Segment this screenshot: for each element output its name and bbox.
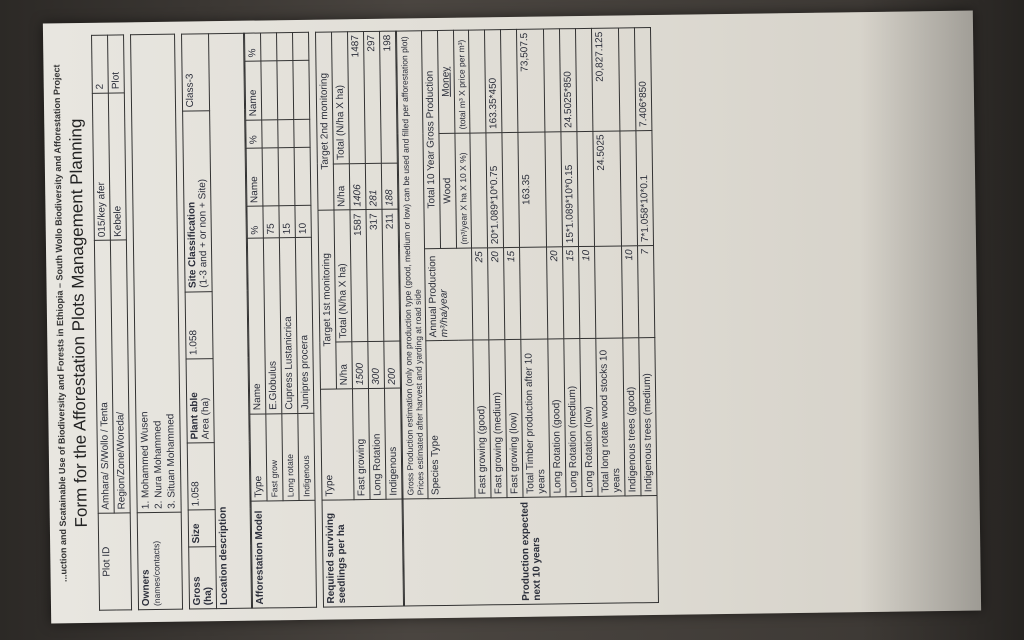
production-type: Long Rotation (medium) [564, 339, 582, 497]
model-name: Junipres procera [295, 237, 313, 413]
model-head-pct2: % [246, 120, 262, 148]
production-annual: 25 [472, 248, 489, 341]
plot-id-label: Plot ID [98, 513, 131, 610]
production-money [575, 28, 592, 131]
production-money [543, 29, 560, 132]
size-table [181, 33, 252, 610]
production-head-wood: Wood [439, 133, 457, 248]
gross-label: Gross [191, 576, 203, 606]
seedlings-head-t1: Target 1st monitoring [318, 210, 336, 389]
owners-label-cell [137, 512, 182, 610]
owners-list [131, 34, 182, 513]
production-money: 24.5025*850 [559, 29, 576, 132]
seedling-tot2: 1487 [348, 32, 366, 164]
site-sub: (1-3 and + or non + Site) [197, 178, 210, 288]
production-money: 20,827.125 [591, 28, 619, 131]
production-head-annual-cell [425, 248, 473, 341]
seedling-tot2: 297 [363, 31, 381, 163]
seedlings-head-nha2: N/ha [333, 163, 350, 210]
production-money: 163.35*450 [484, 30, 501, 133]
seedlings-label: Required surviving seedlings per ha [322, 499, 403, 607]
production-type: Indigenous trees (medium) [639, 338, 657, 496]
production-annual: 15 [563, 247, 580, 340]
seedling-type: Fast growing [352, 388, 370, 499]
seedling-n1: 200 [384, 341, 401, 388]
production-annual: 15 [504, 247, 521, 340]
seedling-type: Long Rotation [368, 388, 386, 499]
seedling-type: Indigenous [384, 388, 402, 499]
production-note: Gross Production estimation (only one production type (good, medium or low) can be used and filled per afforestation plot) Prices estimated after harvest and yarding at road side [396, 31, 428, 499]
model-name: Cupress Lustanicrica [279, 238, 297, 414]
production-type: Long Rotation (low) [580, 339, 598, 497]
production-wood: 163.35 [518, 132, 547, 248]
gross-value: 1.058 [187, 443, 215, 510]
production-label: Production expected next 10 years [403, 495, 658, 606]
site-label: Site Classification [186, 201, 199, 289]
owners-label: Owners [140, 569, 153, 607]
production-annual: 7 [638, 245, 655, 338]
production-money: 73,507.5 [516, 29, 544, 132]
model-label: Afforestation Model [251, 500, 316, 608]
production-head-annual-unit: m³/ha/year [438, 289, 451, 338]
production-type: Total Timber production after 10 years [521, 339, 550, 497]
owner-item: 3. Situan Mohammed [165, 413, 178, 509]
production-wood [502, 132, 520, 247]
production-annual: 20 [547, 247, 564, 340]
production-wood: 20*1.089*10*0.75 [486, 132, 504, 247]
production-type: Total long rotate wood stocks 10 years [596, 338, 625, 496]
project-header: ...uction and Scatainable Use of Biodiversity and Forests in Ethiopia – South Wollo Biodiversity and Afforestation Project [51, 64, 69, 583]
production-money [468, 30, 485, 133]
gross-label-cell [189, 547, 217, 609]
production-type: Fast growing (low) [505, 340, 523, 498]
gross-unit: (ha) [202, 586, 214, 606]
plot-label: Plot [108, 35, 125, 93]
production-wood: 24.5025 [593, 131, 622, 247]
seedlings-head-nha: N/ha [336, 342, 353, 389]
production-wood [545, 132, 563, 247]
model-head-type: Type [250, 414, 267, 502]
kebele-label: Kebele [108, 93, 126, 241]
seedlings-head-total2: Total (N/ha X ha) [332, 32, 350, 164]
production-head-species: Species Type [426, 340, 475, 498]
site-value: Class-3 [182, 34, 210, 111]
production-head-gross10: Total 10 Year Gross Production [421, 31, 440, 249]
production-type: Long Rotation (good) [548, 339, 566, 497]
production-type: Fast growing (good) [473, 340, 491, 498]
production-head-money: Money [437, 30, 454, 133]
location-label: Location description [209, 33, 252, 608]
production-annual: 10 [579, 246, 596, 339]
model-head-name: Name [247, 238, 265, 414]
production-wood [620, 130, 638, 245]
production-wood [470, 133, 488, 248]
owners-sublabel: (names/contacts) [151, 540, 162, 607]
form-title: Form for the Afforestation Plots Management Planning [66, 118, 91, 528]
production-annual: 20 [488, 248, 505, 341]
model-name: E.Globulus [263, 238, 281, 414]
model-head-name3: Name [245, 61, 262, 120]
seedling-tot1: 317 [366, 210, 384, 342]
seedlings-head-type: Type [320, 389, 354, 501]
plant-label-cell [186, 358, 214, 443]
owner-item: 1. Mohammed Wusen [139, 411, 152, 510]
production-money [500, 29, 517, 132]
seedling-tot2: 198 [379, 31, 397, 163]
plot-number: 2 [92, 35, 109, 93]
model-type: Fast grow [266, 413, 283, 501]
production-head-wood-unit: (m³/year X ha X 10 X %) [455, 133, 472, 248]
production-head-annual: Annual Production [427, 255, 440, 338]
production-annual [595, 246, 623, 339]
production-wood: 7*1.058*10*0.1 [636, 130, 654, 245]
plant-area-label: Area (ha) [200, 397, 212, 440]
seedling-n2: 1406 [349, 163, 366, 210]
model-pct: 10 [295, 206, 311, 238]
size-label: Size [188, 510, 216, 547]
plant-value: 1.058 [185, 291, 213, 358]
region-label: Region/Zone/Woreda/ [110, 240, 130, 513]
production-money: 7.406*850 [634, 28, 651, 131]
production-head-money-unit: (total m³ X price per m³) [453, 30, 469, 133]
seedling-n1: 300 [368, 341, 385, 388]
model-type: Indigenous [298, 413, 315, 501]
region-value: Amhara/ S/Wollo / Tenta [94, 241, 114, 514]
seedling-tot1: 211 [382, 210, 400, 342]
owner-item: 2. Nura Mohammed [152, 420, 165, 510]
production-table [396, 27, 659, 607]
model-pct: 75 [263, 206, 279, 238]
production-money [618, 28, 635, 131]
production-type: Indigenous trees (good) [623, 338, 641, 496]
model-head-pct3: % [245, 33, 261, 61]
kebele-value: 015/key afer [92, 93, 110, 241]
seedling-n2: 281 [365, 163, 382, 210]
production-wood [577, 131, 595, 246]
production-type: Fast growing (medium) [489, 340, 507, 498]
production-annual: 10 [622, 246, 639, 339]
afforestation-model-table [244, 32, 317, 609]
seedling-n2: 188 [381, 163, 398, 210]
seedlings-table [315, 31, 404, 608]
form-paper [43, 11, 981, 624]
seedling-tot1: 1587 [350, 210, 368, 342]
seedlings-head-total: Total (N/ha X ha) [334, 210, 352, 342]
model-head-name2: Name [246, 148, 263, 207]
owners-table [130, 34, 183, 611]
site-label-cell [183, 111, 213, 292]
production-wood: 15*1.089*10*0.15 [561, 131, 579, 246]
model-head-pct: % [247, 206, 263, 238]
model-type: Long rotate [282, 413, 299, 501]
seedling-n1: 1500 [352, 342, 369, 389]
production-annual [520, 247, 548, 340]
model-pct: 15 [279, 206, 295, 238]
seedlings-head-t2: Target 2nd monitoring [316, 32, 334, 211]
plant-label: Plant able [189, 392, 201, 440]
